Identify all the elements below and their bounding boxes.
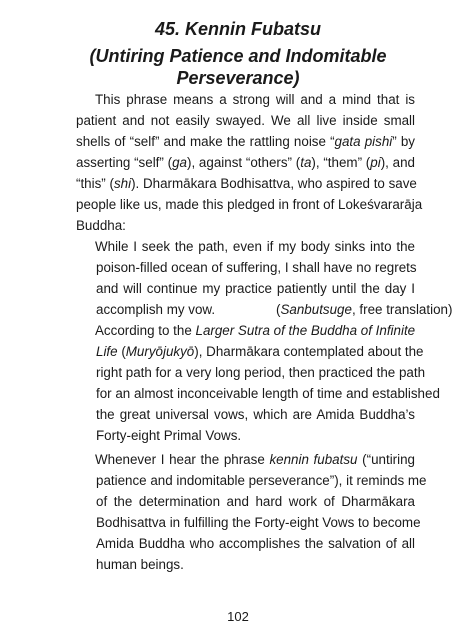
paragraph3-line5: Amida Buddha who accomplishes the salvation of all <box>96 536 415 551</box>
paragraph1-line4: asserting “self” (ga), against “others” (ta), “them” (pi), and <box>76 155 415 170</box>
paragraph1-line7: Buddha: <box>76 218 126 233</box>
paragraph3-line6: human beings. <box>96 557 184 572</box>
paragraph1-line1: This phrase means a strong will and a mind that is <box>95 92 415 107</box>
paragraph3-line4: Bodhisattva in fulfilling the Forty-eight Vows to become <box>96 515 421 530</box>
paragraph1-line5: “this” (shi). Dharmākara Bodhisattva, who aspired to save <box>76 176 417 191</box>
quote-line2: poison-filled ocean of suffering, I shall have no regrets <box>96 260 417 275</box>
quote-citation: (Sanbutsuge, free translation) <box>276 302 453 317</box>
paragraph1-line2: patient and not easily swayed. We all live inside small <box>76 113 415 128</box>
paragraph3-line2: patience and indomitable perseverance”), it reminds me <box>96 473 427 488</box>
chapter-title: 45. Kennin Fubatsu <box>154 19 322 39</box>
paragraph1-line6: people like us, made this pledged in front of Lokeśvararāja <box>76 197 423 212</box>
paragraph2-line4: for an almost inconceivable length of time and established <box>96 386 440 401</box>
quote-line1: While I seek the path, even if my body sinks into the <box>95 239 415 254</box>
paragraph3-line1: Whenever I hear the phrase kennin fubatsu (“untiring <box>95 452 416 467</box>
page-number: 102 <box>227 609 249 624</box>
chapter-subtitle: (Untiring Patience and Indomitable Perseverance) <box>89 46 387 88</box>
quote-line3: and will continue my practice patiently until the day I <box>96 281 415 296</box>
paragraph2-line5: the great universal vows, which are Amida Buddha’s <box>96 407 415 422</box>
paragraph2-line3: right path for a very long period, then practiced the path <box>96 365 426 380</box>
paragraph2-line6: Forty-eight Primal Vows. <box>96 428 242 443</box>
paragraph1-line3: shells of “self” and make the rattling noise “gata pishi” by <box>76 134 415 149</box>
paragraph2-line1: According to the Larger Sutra of the Buddha of Infinite <box>95 323 416 338</box>
quote-line4: accomplish my vow. <box>96 302 216 317</box>
paragraph2-line2: Life (Muryōjukyō), Dharmākara contemplated about the <box>96 344 424 359</box>
paragraph3-line3: of the determination and hard work of Dharmākara <box>96 494 415 509</box>
